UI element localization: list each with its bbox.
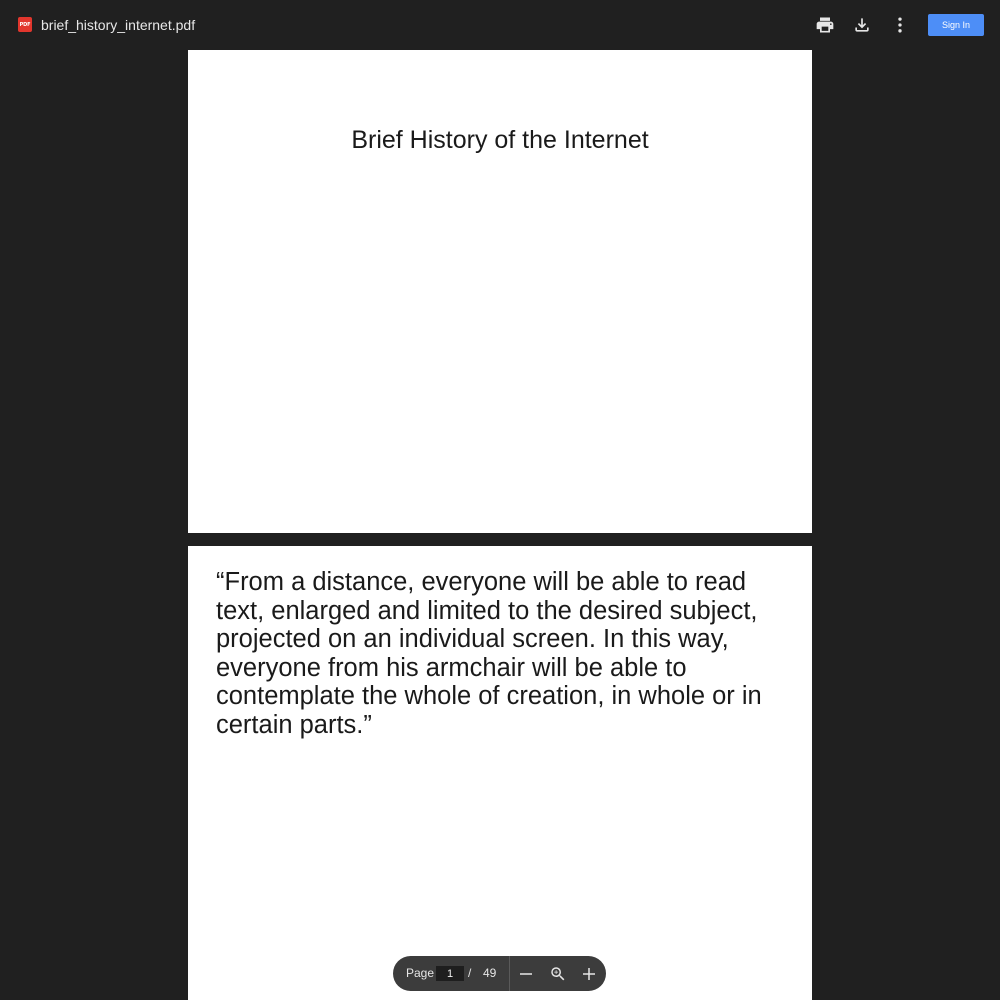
plus-icon	[581, 966, 597, 982]
print-button[interactable]	[813, 13, 837, 37]
page-separator: /	[468, 966, 472, 980]
zoom-fit-button[interactable]	[548, 964, 568, 984]
download-button[interactable]	[850, 13, 874, 37]
zoom-in-button[interactable]	[579, 964, 599, 984]
total-pages: 49	[483, 966, 497, 980]
print-icon	[815, 15, 835, 35]
download-icon	[852, 15, 872, 35]
more-vert-icon	[890, 15, 910, 35]
minus-icon	[518, 966, 534, 982]
zoom-icon	[549, 965, 567, 983]
more-options-button[interactable]	[888, 13, 912, 37]
page-label: Page	[406, 966, 435, 980]
zoom-out-button[interactable]	[516, 964, 536, 984]
pager-divider	[509, 956, 510, 991]
pdf-page-2	[188, 546, 812, 1000]
page-number-input[interactable]	[436, 966, 464, 981]
file-name: brief_history_internet.pdf	[41, 17, 196, 33]
toolbar	[0, 0, 1000, 50]
sign-in-button[interactable]: Sign In	[928, 14, 984, 36]
page-navigation-bar	[393, 956, 606, 991]
pdf-page-1	[188, 50, 812, 533]
page-title: Brief History of the Internet	[351, 126, 649, 154]
pdf-file-icon: PDF	[18, 17, 32, 32]
page-quote: “From a distance, everyone will be able to read text, enlarged and limited to the desired subject, projected on an individual screen. In this way, everyone from his armchair will be able to contemplate the whole of creation, in whole or in certain parts.”	[216, 568, 762, 739]
